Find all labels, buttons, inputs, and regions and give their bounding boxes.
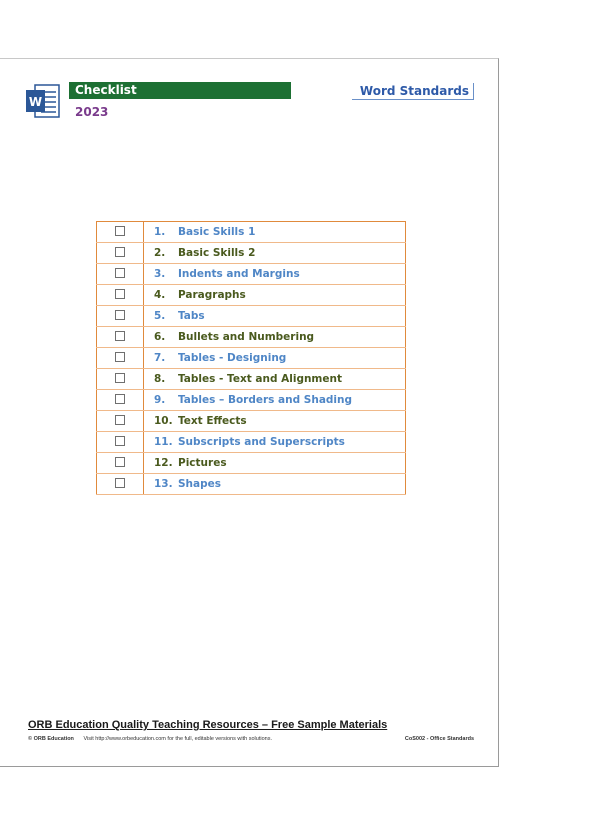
item-label: Shapes	[178, 478, 222, 490]
checkbox[interactable]	[115, 394, 125, 404]
item-label: Indents and Margins	[178, 268, 300, 280]
checklist-row	[97, 369, 406, 390]
checkbox-cell	[97, 306, 144, 327]
checklist-table	[96, 221, 406, 495]
checklist-row	[97, 243, 406, 264]
year-label: 2023	[75, 105, 109, 119]
checkbox-cell	[97, 369, 144, 390]
item-label: Bullets and Numbering	[178, 331, 315, 343]
checkbox-cell	[97, 453, 144, 474]
checklist-item	[144, 264, 406, 285]
item-number: 10.	[154, 415, 173, 427]
item-label: Pictures	[178, 457, 227, 469]
checklist-banner: Checklist	[69, 82, 291, 99]
item-label: Basic Skills 2	[178, 247, 256, 259]
item-number: 3.	[154, 268, 166, 280]
checkbox-cell	[97, 222, 144, 243]
item-label: Tables - Text and Alignment	[178, 373, 342, 385]
item-number: 4.	[154, 289, 166, 301]
copyright-text: © ORB Education	[28, 736, 74, 742]
checkbox[interactable]	[115, 226, 125, 236]
item-label: Subscripts and Superscripts	[178, 436, 345, 448]
checkbox[interactable]	[115, 310, 125, 320]
item-number: 11.	[154, 436, 173, 448]
checklist-row	[97, 306, 406, 327]
visit-text: Visit http://www.orbeducation.com for the full, editable versions with solutions.	[83, 736, 272, 742]
checkbox[interactable]	[115, 247, 125, 257]
item-number: 7.	[154, 352, 166, 364]
checkbox[interactable]	[115, 289, 125, 299]
checklist-row	[97, 264, 406, 285]
checkbox[interactable]	[115, 373, 125, 383]
item-label: Tabs	[178, 310, 205, 322]
item-number: 12.	[154, 457, 173, 469]
checkbox[interactable]	[115, 478, 125, 488]
checklist-item	[144, 390, 406, 411]
document-title: Word Standards	[352, 83, 474, 100]
checkbox-cell	[97, 411, 144, 432]
checklist-item	[144, 432, 406, 453]
checkbox[interactable]	[115, 457, 125, 467]
checkbox-cell	[97, 474, 144, 495]
checkbox-cell	[97, 327, 144, 348]
item-label: Text Effects	[178, 415, 247, 427]
item-number: 6.	[154, 331, 166, 343]
item-number: 8.	[154, 373, 166, 385]
checkbox-cell	[97, 285, 144, 306]
checkbox-cell	[97, 390, 144, 411]
checklist-item	[144, 453, 406, 474]
checklist-row	[97, 348, 406, 369]
logo-letter: W	[28, 95, 43, 109]
checklist-item	[144, 222, 406, 243]
checkbox[interactable]	[115, 415, 125, 425]
checkbox[interactable]	[115, 436, 125, 446]
item-number: 5.	[154, 310, 166, 322]
checklist-row	[97, 222, 406, 243]
item-label: Tables - Designing	[178, 352, 287, 364]
checklist-row	[97, 390, 406, 411]
checklist-item	[144, 285, 406, 306]
footer-title: ORB Education Quality Teaching Resources – Free Sample Materials	[28, 719, 388, 731]
checkbox-cell	[97, 432, 144, 453]
item-label: Basic Skills 1	[178, 226, 256, 238]
checklist-item	[144, 243, 406, 264]
item-number: 9.	[154, 394, 166, 406]
item-label: Paragraphs	[178, 289, 246, 301]
checklist-row	[97, 411, 406, 432]
checklist-body	[97, 222, 406, 495]
checkbox[interactable]	[115, 352, 125, 362]
checklist-row	[97, 474, 406, 495]
footer-line	[28, 736, 474, 742]
checkbox[interactable]	[115, 268, 125, 278]
document-page	[0, 58, 499, 767]
item-label: Tables – Borders and Shading	[178, 394, 353, 406]
checklist-row	[97, 453, 406, 474]
checkbox-cell	[97, 348, 144, 369]
checkbox[interactable]	[115, 331, 125, 341]
item-number: 2.	[154, 247, 166, 259]
item-number: 1.	[154, 226, 166, 238]
checklist-row	[97, 285, 406, 306]
checkbox-cell	[97, 264, 144, 285]
checklist-item	[144, 327, 406, 348]
word-logo-icon	[25, 83, 61, 119]
checklist-item	[144, 306, 406, 327]
document-code: CoS002 - Office Standards	[404, 736, 474, 742]
checklist-row	[97, 432, 406, 453]
checklist-row	[97, 327, 406, 348]
checklist-item	[144, 348, 406, 369]
checklist-item	[144, 369, 406, 390]
item-number: 13.	[154, 478, 173, 490]
checklist-item	[144, 474, 406, 495]
checklist-item	[144, 411, 406, 432]
checkbox-cell	[97, 243, 144, 264]
